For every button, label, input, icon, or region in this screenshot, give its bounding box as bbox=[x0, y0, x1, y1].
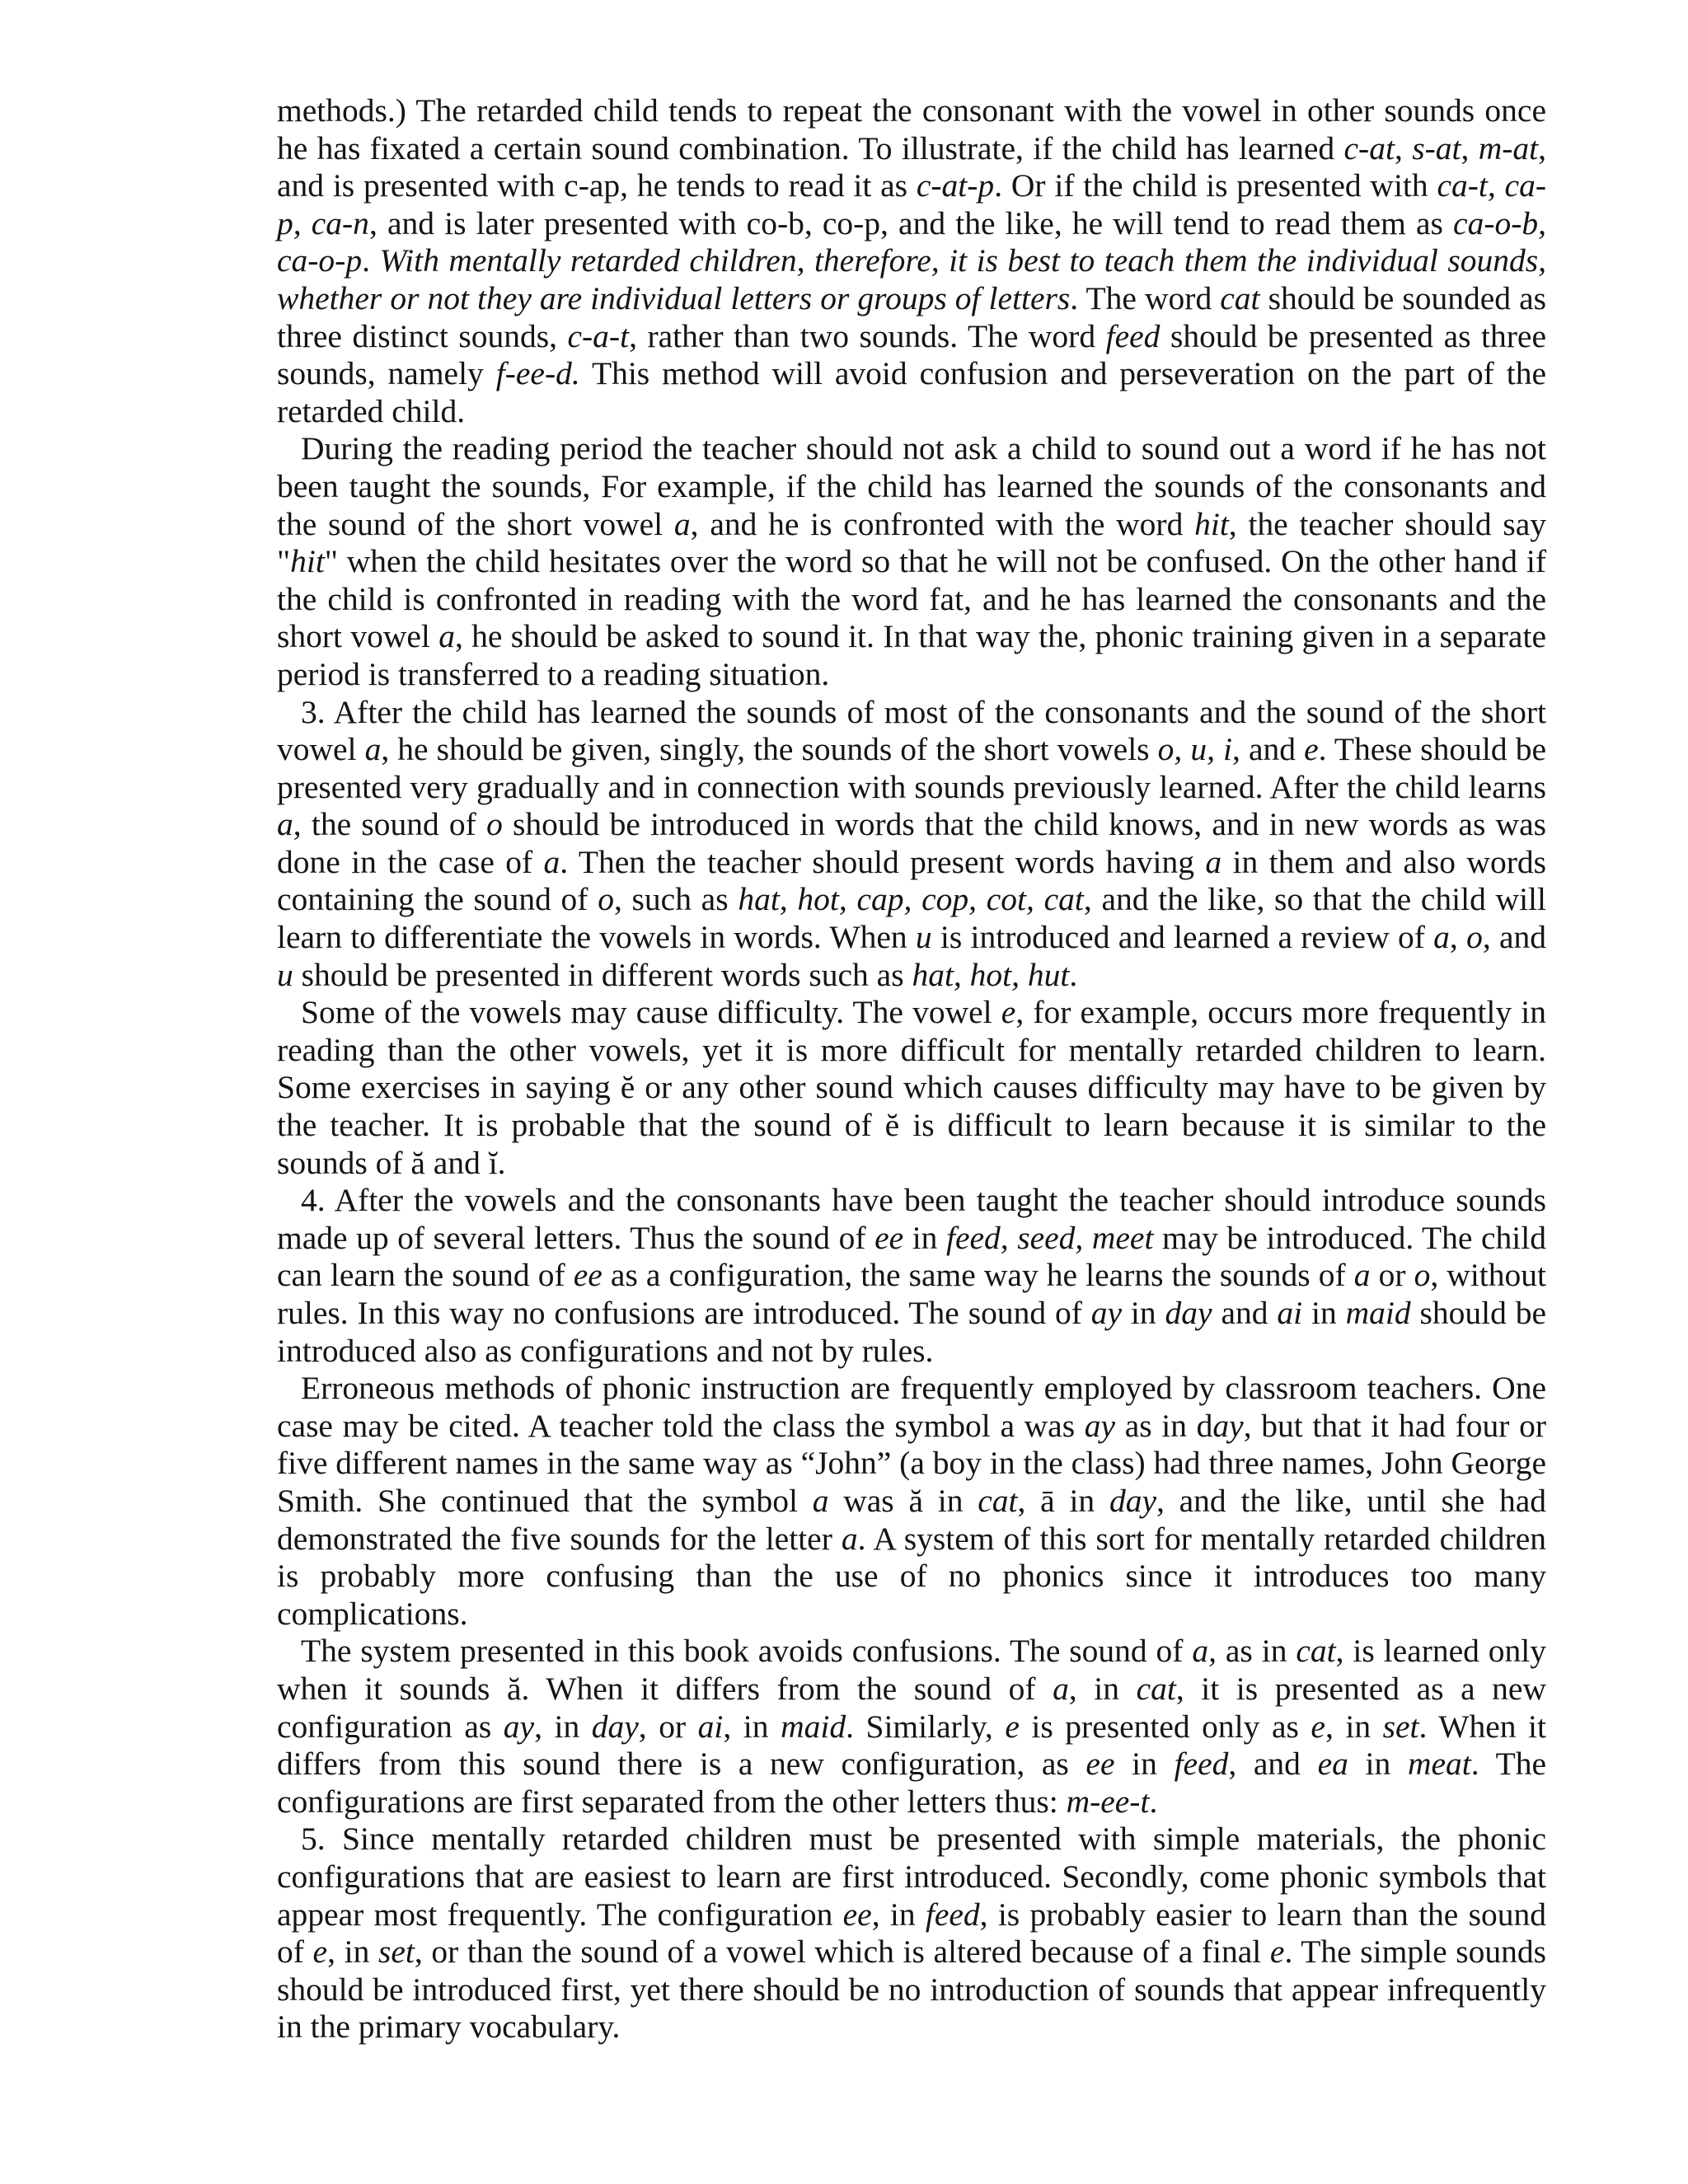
italic-text: ay bbox=[1090, 1295, 1123, 1331]
text-run: , such as bbox=[613, 881, 738, 918]
text-run: Erroneous methods of phonic instruction are frequently employed by classroom teachers. One case may be cited. A teacher told the class the symbol a was bbox=[277, 1370, 1546, 1444]
italic-text: e bbox=[1304, 731, 1319, 768]
text-run: , bbox=[1449, 919, 1467, 956]
text-run: in bbox=[1302, 1295, 1346, 1331]
text-run: should be introduced also as configurations and not by rules. bbox=[277, 1295, 1546, 1369]
paragraph bbox=[277, 1370, 1546, 1633]
italic-text: e bbox=[1001, 994, 1016, 1031]
italic-text: cat bbox=[978, 1482, 1018, 1519]
text-run: , but that it had four or five different names in the same way as “John” (a boy in the class) had three names, John George Smith. She continued that the symbol bbox=[277, 1407, 1546, 1519]
italic-text: a bbox=[673, 505, 691, 542]
text-run: , the sound of bbox=[293, 806, 487, 843]
text-run: , the teacher should say " bbox=[277, 505, 1546, 580]
text-run: , in bbox=[1068, 1670, 1137, 1707]
text-run: . bbox=[362, 242, 380, 279]
text-run: , without rules. In this way no confusions are introduced. The sound of bbox=[277, 1257, 1547, 1331]
paragraph bbox=[277, 994, 1546, 1182]
text-run: , ā in bbox=[1017, 1482, 1109, 1519]
italic-text: feed, seed, meet bbox=[946, 1219, 1154, 1256]
italic-text: c-at bbox=[1343, 129, 1395, 166]
text-run: in them and also words containing the sound of bbox=[277, 843, 1546, 918]
italic-text: o bbox=[1466, 919, 1483, 956]
italic-text: c-at-p bbox=[916, 167, 995, 204]
text-run: is introduced and learned a review of bbox=[931, 919, 1434, 956]
text-run: as in bbox=[1217, 1633, 1296, 1670]
text-run: " when the child hesitates over the word so that he will not be confused. On the other hand if the child is confronted in reading with the word fat, and he has learned the consonants and the short vowel bbox=[277, 543, 1546, 655]
text-run: . When it differs from this sound there is a new configuration, as bbox=[277, 1708, 1546, 1783]
text-run: , for example, occurs more frequently in reading than the other vowels, yet it is more difficult for mentally retarded children to learn. Some exercises in saying ĕ or any other sound which causes difficulty may have to be given by the teacher. It is probable that the sound of ĕ is difficult to learn because it is similar to the sounds of ă and ĭ. bbox=[277, 994, 1546, 1181]
italic-text: set bbox=[377, 1933, 415, 1971]
italic-text: a bbox=[841, 1520, 858, 1557]
italic-text: cat bbox=[1296, 1633, 1336, 1670]
text-run: , and he is confronted with the word bbox=[690, 505, 1195, 542]
text-run: . These should be presented very gradually and in connection with sounds previously learned. After the child learns bbox=[277, 731, 1546, 805]
text-run: should be presented as three sounds, namely bbox=[277, 317, 1546, 392]
paragraph bbox=[277, 430, 1546, 693]
text-run: . A system of this sort for mentally retarded children is probably more confusing than the use of no phonics since it introduces too many complications. bbox=[277, 1520, 1546, 1632]
italic-text: a bbox=[364, 731, 382, 768]
text-run: Some of the vowels may cause difficulty. The vowel bbox=[301, 994, 1001, 1031]
italic-text: ee bbox=[1085, 1746, 1115, 1783]
text-run: . bbox=[1069, 956, 1078, 993]
italic-text: c-a-t bbox=[567, 317, 630, 354]
italic-text: ca-t, ca-p, ca-n bbox=[277, 167, 1546, 241]
text-run: and bbox=[1212, 1295, 1278, 1331]
italic-text: ee bbox=[842, 1896, 872, 1933]
italic-text: m-ee-t bbox=[1066, 1783, 1150, 1820]
text-run: , bbox=[1461, 129, 1479, 166]
italic-text: feed bbox=[1105, 317, 1160, 354]
text-run: , is learned only when it sounds ă. When it differs from the sound of bbox=[277, 1633, 1547, 1707]
italic-text: With mentally retarded children, therefore, it is best to teach them the individual sounds, whether or not they are individual letters or groups of letters bbox=[277, 242, 1546, 316]
text-run: in bbox=[1348, 1746, 1408, 1783]
text-run: During the reading period the teacher should not ask a child to sound out a word if he has not been taught the sounds, For example, if the child has learned the sounds of the consonants and the sound of the short vowel bbox=[277, 430, 1546, 542]
italic-text: ay bbox=[1212, 1407, 1244, 1444]
text-run: . Similarly, bbox=[846, 1708, 1006, 1745]
italic-text: u bbox=[915, 919, 932, 956]
italic-text: ai bbox=[697, 1708, 724, 1745]
text-run: in bbox=[903, 1219, 946, 1256]
text-run: should be presented in different words such as bbox=[293, 956, 912, 993]
italic-text: hat, hot, hut bbox=[912, 956, 1070, 993]
text-run: , it is presented as a new configuration as bbox=[277, 1670, 1546, 1745]
text-run: , in bbox=[723, 1708, 781, 1745]
paragraph bbox=[277, 1633, 1546, 1821]
text-run: , and is presented with c-ap, he tends to read it as bbox=[277, 129, 1547, 204]
italic-text: ay bbox=[503, 1708, 535, 1745]
italic-text: day bbox=[591, 1708, 639, 1745]
text-run: . Or if the child is presented with bbox=[994, 167, 1437, 204]
italic-text: o bbox=[1414, 1257, 1431, 1294]
italic-text: ca-o-b, ca-o-p bbox=[277, 204, 1546, 279]
text-run: , is probably easier to learn than the sound of bbox=[277, 1896, 1546, 1971]
italic-text: ea bbox=[1317, 1746, 1348, 1783]
text-run: in bbox=[1122, 1295, 1165, 1331]
italic-text: a bbox=[1205, 843, 1222, 880]
italic-text: hit bbox=[1194, 505, 1229, 542]
italic-text: a bbox=[277, 806, 293, 843]
text-run: 5. Since mentally retarded children must be presented with simple materials, the phonic configurations that are easiest to learn are first introduced. Secondly, come phonic symbols that appear most frequently. The configuration bbox=[277, 1821, 1546, 1933]
text-run: . Then the teacher should present words having bbox=[560, 843, 1206, 880]
text-run: or bbox=[1370, 1257, 1414, 1294]
italic-text: feed bbox=[925, 1896, 980, 1933]
italic-text: u bbox=[277, 956, 293, 993]
text-run: This method will avoid confusion and perseveration on the part of the retarded child. bbox=[277, 355, 1546, 429]
italic-text: e bbox=[1005, 1708, 1020, 1745]
text-run: , in bbox=[871, 1896, 926, 1933]
paragraph bbox=[277, 92, 1546, 430]
text-run: as in d bbox=[1115, 1407, 1213, 1444]
text-run: . bbox=[1149, 1783, 1158, 1820]
text-run: , and the like, until she had demonstrated the five sounds for the letter bbox=[277, 1482, 1546, 1557]
text-run: , and the like, so that the child will learn to differentiate the vowels in words. When bbox=[277, 881, 1546, 956]
text-run: . The configurations are first separated from the other letters thus: bbox=[277, 1746, 1546, 1820]
text-run: may be introduced. The child can learn the sound of bbox=[277, 1219, 1546, 1294]
italic-text: maid bbox=[1345, 1295, 1411, 1331]
text-run: , or than the sound of a vowel which is altered because of a final bbox=[414, 1933, 1270, 1971]
italic-text: ee bbox=[573, 1257, 603, 1294]
italic-text: a bbox=[438, 618, 455, 655]
text-run: , he should be asked to sound it. In that way the, phonic training given in a separate period is transferred to a reading situation. bbox=[277, 618, 1546, 692]
text-run: methods.) The retarded child tends to repeat the consonant with the vowel in other sounds once he has fixated a certain sound combination. To illustrate, if the child has learned bbox=[277, 92, 1546, 166]
document-page bbox=[277, 92, 1546, 2046]
paragraph bbox=[277, 1182, 1546, 1370]
italic-text: a bbox=[1433, 919, 1450, 956]
italic-text: ee bbox=[874, 1219, 904, 1256]
text-run: , and bbox=[1232, 731, 1305, 768]
text-run: is presented only as bbox=[1019, 1708, 1311, 1745]
italic-text: o bbox=[598, 881, 614, 918]
italic-text: o, u, i bbox=[1157, 731, 1233, 768]
text-run: , in bbox=[1325, 1708, 1383, 1745]
text-run: should be introduced in words that the child knows, and in new words as was done in the case of bbox=[277, 806, 1546, 880]
text-run: was ă in bbox=[828, 1482, 978, 1519]
text-run: . The simple sounds should be introduced first, yet there should be no introduction of sounds that appear infrequently in the primary vocabulary. bbox=[277, 1933, 1546, 2046]
italic-text: feed bbox=[1174, 1746, 1229, 1783]
italic-text: set bbox=[1382, 1708, 1419, 1745]
paragraph bbox=[277, 694, 1546, 995]
italic-text: day bbox=[1109, 1482, 1156, 1519]
italic-text: day bbox=[1165, 1295, 1212, 1331]
italic-text: a bbox=[1053, 1670, 1069, 1707]
italic-text: e bbox=[1311, 1708, 1325, 1745]
text-run: , he should be given, singly, the sounds of the short vowels bbox=[381, 731, 1158, 768]
text-run: , and is later presented with co-b, co-p, and the like, he will tend to read them as bbox=[368, 204, 1454, 241]
italic-text: a bbox=[543, 843, 560, 880]
italic-text: ai bbox=[1277, 1295, 1303, 1331]
italic-text: f-ee-d. bbox=[495, 355, 580, 392]
text-run: as a configuration, the same way he learns the sounds of bbox=[602, 1257, 1354, 1294]
text-run: , bbox=[1394, 129, 1413, 166]
italic-text: o bbox=[486, 806, 503, 843]
italic-text: a, bbox=[1192, 1633, 1217, 1670]
text-run: , and bbox=[1482, 919, 1546, 956]
italic-text: s-at bbox=[1412, 129, 1461, 166]
text-run: , or bbox=[638, 1708, 698, 1745]
text-run: , and bbox=[1228, 1746, 1318, 1783]
text-run: . The word bbox=[1070, 279, 1221, 316]
italic-text: m-at bbox=[1478, 129, 1539, 166]
italic-text: cat bbox=[1136, 1670, 1176, 1707]
italic-text: maid bbox=[781, 1708, 846, 1745]
text-run: 4. After the vowels and the consonants have been taught the teacher should introduce sounds made up of several letters. Thus the sound of bbox=[277, 1182, 1546, 1256]
italic-text: hat, hot, cap, cop, cot, cat bbox=[738, 881, 1084, 918]
italic-text: e bbox=[1269, 1933, 1285, 1971]
text-run: should be sounded as three distinct sounds, bbox=[277, 279, 1546, 354]
italic-text: cat bbox=[1220, 279, 1260, 316]
text-run: , rather than two sounds. The word bbox=[629, 317, 1106, 354]
italic-text: hit bbox=[290, 543, 325, 580]
italic-text: a bbox=[812, 1482, 829, 1519]
italic-text: meat bbox=[1407, 1746, 1471, 1783]
italic-text: a bbox=[1353, 1257, 1371, 1294]
text-run: , in bbox=[327, 1933, 378, 1971]
text-run: The system presented in this book avoids confusions. The sound of bbox=[301, 1633, 1193, 1670]
italic-text: ay bbox=[1084, 1407, 1116, 1444]
text-run: 3. After the child has learned the sounds of most of the consonants and the sound of the short vowel bbox=[277, 693, 1546, 768]
text-run: in bbox=[1114, 1746, 1175, 1783]
text-run: , in bbox=[534, 1708, 592, 1745]
paragraph bbox=[277, 1821, 1546, 2046]
italic-text: e bbox=[312, 1933, 328, 1971]
